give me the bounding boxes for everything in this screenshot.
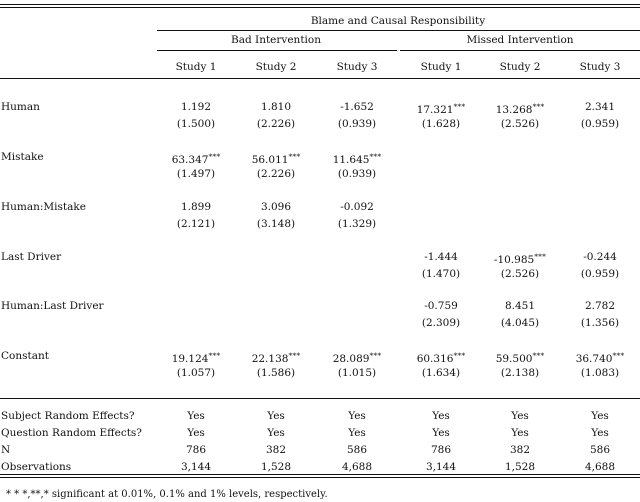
coef-value (252, 151, 301, 166)
coef-value (181, 201, 211, 213)
group-missed-rule (400, 50, 640, 51)
stat-label: Question Random Effects? (1, 427, 142, 439)
coef-number: 59.500 (495, 353, 533, 365)
significance-stars: *** (208, 351, 221, 360)
stat-value: Yes (187, 410, 205, 422)
significance-stars: *** (288, 351, 301, 360)
coef-value (340, 201, 374, 213)
std-error: (3.148) (256, 218, 296, 230)
coef-value (417, 350, 466, 365)
std-error: (1.634) (421, 367, 461, 379)
coef-value (261, 101, 291, 113)
significance-stars: *** (369, 152, 382, 161)
std-error: (2.138) (500, 367, 540, 379)
stat-value: Yes (348, 410, 366, 422)
column-header: Study 3 (579, 61, 621, 73)
stat-value: Yes (591, 410, 609, 422)
std-error: (1.628) (421, 118, 461, 130)
std-error: (2.121) (176, 218, 216, 230)
std-error: (1.500) (176, 118, 216, 130)
column-header: Study 1 (420, 61, 462, 73)
coef-number: 22.138 (251, 353, 289, 365)
std-error: (0.939) (337, 118, 377, 130)
std-error: (1.356) (580, 317, 620, 329)
stat-value: Yes (348, 427, 366, 439)
footnote: * * *,**,* significant at 0.01%, 0.1% and 1% levels, respectively. (6, 489, 328, 500)
std-error: (1.083) (580, 367, 620, 379)
std-error: (2.526) (500, 268, 540, 280)
coef-number: 2.782 (584, 300, 616, 312)
coef-value (505, 300, 535, 312)
coef-value (583, 251, 617, 263)
coef-number: -1.652 (340, 101, 374, 113)
coef-number: -0.092 (340, 201, 374, 213)
column-header: Study 1 (175, 61, 217, 73)
coef-value (576, 350, 625, 365)
coef-number: 1.810 (260, 101, 292, 113)
coef-value (181, 101, 211, 113)
std-error: (0.959) (580, 268, 620, 280)
stat-value: 382 (509, 444, 531, 456)
top-rule (0, 4, 640, 5)
std-error: (1.470) (421, 268, 461, 280)
coef-number: 1.899 (180, 201, 212, 213)
coef-value (496, 101, 545, 116)
stat-label: N (1, 444, 11, 456)
std-error: (1.057) (176, 367, 216, 379)
stat-value: 1,528 (260, 461, 292, 473)
stat-value: 786 (185, 444, 207, 456)
significance-stars: *** (453, 351, 466, 360)
group-bad-intervention: Bad Intervention (231, 34, 321, 46)
coef-value (494, 251, 546, 266)
coef-number: 36.740 (575, 353, 613, 365)
coef-number: 28.089 (332, 353, 370, 365)
std-error: (4.045) (500, 317, 540, 329)
coef-number: 2.341 (584, 101, 616, 113)
coef-number: 13.268 (495, 104, 533, 116)
group-missed-intervention: Missed Intervention (466, 34, 574, 46)
std-error: (1.497) (176, 168, 216, 180)
coef-number: -0.759 (424, 300, 458, 312)
stat-value: Yes (511, 427, 529, 439)
stat-value: 586 (589, 444, 611, 456)
coef-value (417, 101, 466, 116)
stat-value: 3,144 (425, 461, 457, 473)
significance-stars: *** (534, 252, 547, 261)
coef-value (172, 151, 221, 166)
stat-value: 586 (346, 444, 368, 456)
coef-number: 19.124 (171, 353, 209, 365)
stat-label: Subject Random Effects? (1, 410, 135, 422)
coef-number: -1.444 (424, 251, 458, 263)
coef-number: 8.451 (504, 300, 536, 312)
stat-value: Yes (267, 410, 285, 422)
stat-value: 4,688 (341, 461, 373, 473)
column-header: Study 2 (499, 61, 541, 73)
group-bad-rule (157, 50, 397, 51)
coef-number: 56.011 (251, 154, 289, 166)
stat-value: Yes (187, 427, 205, 439)
std-error: (2.526) (500, 118, 540, 130)
coef-number: -0.244 (583, 251, 617, 263)
stat-value: 1,528 (504, 461, 536, 473)
coef-number: 1.192 (180, 101, 212, 113)
coef-value (424, 251, 458, 263)
coef-number: 60.316 (416, 353, 454, 365)
bottom-rule-inner (0, 474, 640, 475)
significance-stars: *** (532, 102, 545, 111)
row-label: Human:Last Driver (1, 300, 104, 312)
coef-value (172, 350, 221, 365)
stat-value: Yes (267, 427, 285, 439)
coef-value (585, 300, 615, 312)
stat-value: 3,144 (180, 461, 212, 473)
coef-number: 11.645 (332, 154, 370, 166)
row-label: Human:Mistake (1, 201, 86, 213)
column-header: Study 2 (255, 61, 297, 73)
std-error: (1.015) (337, 367, 377, 379)
coef-value (585, 101, 615, 113)
stat-value: Yes (432, 410, 450, 422)
stat-value: Yes (432, 427, 450, 439)
std-error: (2.309) (421, 317, 461, 329)
std-error: (2.226) (256, 118, 296, 130)
header-rule (0, 78, 640, 79)
significance-stars: *** (208, 152, 221, 161)
std-error: (2.226) (256, 168, 296, 180)
coef-number: 3.096 (260, 201, 292, 213)
coef-value (333, 350, 382, 365)
std-error: (0.939) (337, 168, 377, 180)
significance-stars: *** (453, 102, 466, 111)
row-label: Human (1, 101, 40, 113)
super-title-rule (157, 30, 640, 31)
stat-value: Yes (511, 410, 529, 422)
std-error: (1.586) (256, 367, 296, 379)
coef-value (261, 201, 291, 213)
std-error: (1.329) (337, 218, 377, 230)
super-title: Blame and Causal Responsibility (310, 15, 486, 27)
coef-value (333, 151, 382, 166)
coef-value (424, 300, 458, 312)
column-header: Study 3 (336, 61, 378, 73)
bottom-rule (0, 477, 640, 478)
coef-value (252, 350, 301, 365)
stat-value: Yes (591, 427, 609, 439)
stat-label: Observations (1, 461, 72, 473)
coef-number: 63.347 (171, 154, 209, 166)
significance-stars: *** (369, 351, 382, 360)
row-label: Mistake (1, 151, 44, 163)
stat-value: 786 (430, 444, 452, 456)
stats-rule (0, 398, 640, 399)
significance-stars: *** (288, 152, 301, 161)
std-error: (0.959) (580, 118, 620, 130)
row-label: Constant (1, 350, 49, 362)
stat-value: 4,688 (584, 461, 616, 473)
stat-value: 382 (265, 444, 287, 456)
coef-number: 17.321 (416, 104, 454, 116)
coef-value (496, 350, 545, 365)
coef-number: -10.985 (493, 254, 535, 266)
significance-stars: *** (612, 351, 625, 360)
row-label: Last Driver (1, 251, 62, 263)
significance-stars: *** (532, 351, 545, 360)
top-rule-inner (0, 7, 640, 8)
coef-value (340, 101, 374, 113)
